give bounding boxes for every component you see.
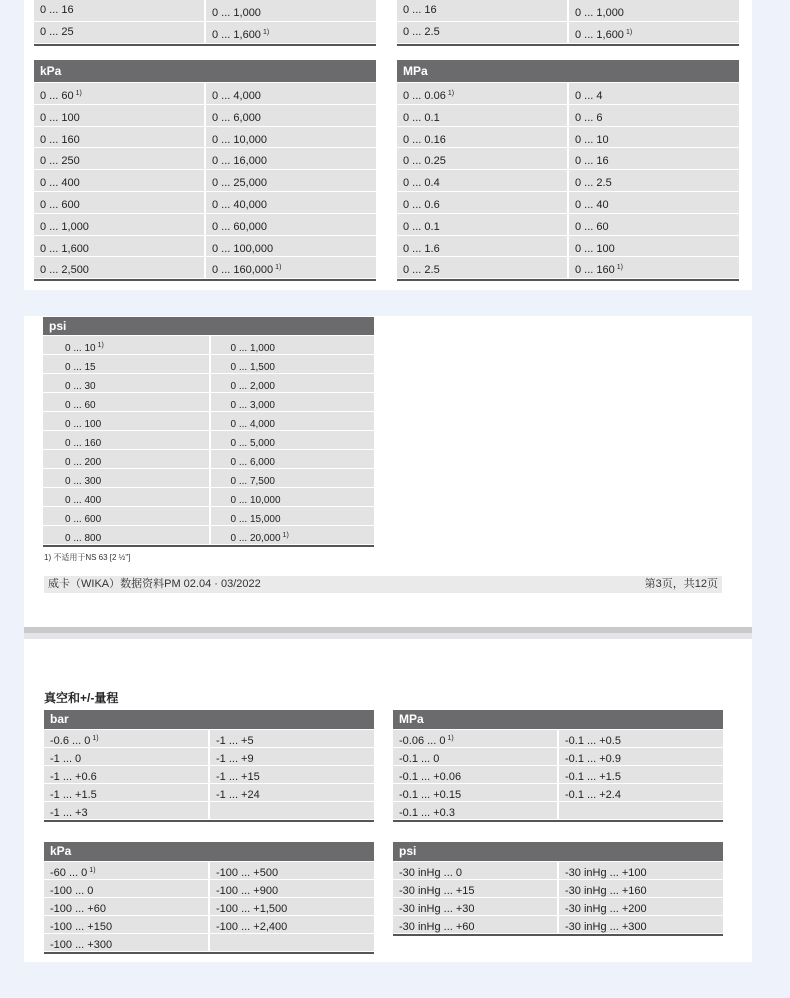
table-cell: -1 ... +1.5 xyxy=(44,784,208,801)
table-cell: 0 ... 0.06 $^{1)}$ xyxy=(397,83,567,104)
table-cell: -100 ... +2,400 xyxy=(210,916,374,933)
psi-table xyxy=(43,317,374,547)
table-row xyxy=(43,411,374,430)
table-cell: 0 ... 25,000 xyxy=(206,170,376,191)
vacuum-kpa-table xyxy=(44,842,374,954)
table-cell xyxy=(210,934,374,951)
table-cell: -100 ... 0 xyxy=(44,880,208,897)
footnote-marker: 1) xyxy=(89,867,96,874)
table-cell: 0 ... 0.25 xyxy=(397,148,567,169)
table-row xyxy=(397,147,739,169)
table-cell: 0 ... 16 xyxy=(397,0,567,21)
section-title: 真空和+/-量程 xyxy=(44,691,119,705)
table-cell: 0 ... 100 xyxy=(569,236,739,257)
table-row xyxy=(393,783,723,801)
table-cell: 0 ... 60 xyxy=(569,214,739,235)
table-row xyxy=(34,256,376,278)
table-row xyxy=(43,468,374,487)
table-cell: -30 inHg ... +300 xyxy=(559,916,723,933)
table-cell: 0 ... 10,000 xyxy=(211,488,375,506)
table-cell: 0 ... 4,000 xyxy=(211,412,375,430)
table-row xyxy=(44,879,374,897)
table-cell: -0.06 ... 0 $^{1)}$ xyxy=(393,730,557,747)
table-cell: -100 ... +60 xyxy=(44,898,208,915)
table-row xyxy=(43,449,374,468)
table-row xyxy=(44,861,374,879)
vacuum-psi-table xyxy=(393,842,723,936)
top-bar-table-right xyxy=(397,0,739,46)
table-cell: -1 ... +15 xyxy=(210,766,374,783)
table-cell: -0.1 ... +2.4 xyxy=(559,784,723,801)
table-header: kPa xyxy=(44,842,374,861)
table-header: MPa xyxy=(393,710,723,729)
table-row xyxy=(44,915,374,933)
table-cell: 0 ... 6,000 xyxy=(206,105,376,126)
table-cell: -30 inHg ... +60 xyxy=(393,916,557,933)
table-row xyxy=(393,897,723,915)
page-footer xyxy=(44,576,722,593)
table-cell: -1 ... +24 xyxy=(210,784,374,801)
table-cell: 0 ... 1.6 xyxy=(397,236,567,257)
table-cell: 0 ... 40 xyxy=(569,192,739,213)
table-cell: -1 ... +5 xyxy=(210,730,374,747)
table-cell: 0 ... 5,000 xyxy=(211,431,375,449)
vacuum-mpa-table xyxy=(393,710,723,822)
table-row xyxy=(393,861,723,879)
vacuum-bar-table xyxy=(44,710,374,822)
table-bottom-rule xyxy=(44,952,374,954)
table-cell: 0 ... 3,000 xyxy=(211,393,375,411)
table-cell: -30 inHg ... +30 xyxy=(393,898,557,915)
table-row xyxy=(44,897,374,915)
table-row xyxy=(393,747,723,765)
mpa-table xyxy=(397,60,739,281)
footnote-marker: 1) xyxy=(447,735,454,742)
footer-page-number: 第3页，共12页 xyxy=(644,578,718,590)
table-cell: -0.6 ... 0 $^{1)}$ xyxy=(44,730,208,747)
table-row xyxy=(34,169,376,191)
table-cell: 0 ... 400 xyxy=(43,488,209,506)
table-cell: 0 ... 10 $^{1)}$ xyxy=(43,336,209,354)
table-row xyxy=(43,506,374,525)
table-cell: 0 ... 100 xyxy=(34,105,204,126)
table-cell: 0 ... 25 xyxy=(34,22,204,43)
table-row xyxy=(44,729,374,747)
table-cell: 0 ... 1,500 xyxy=(211,355,375,373)
top-bar-table xyxy=(34,0,376,46)
table-row xyxy=(43,430,374,449)
table-row xyxy=(397,104,739,126)
table-row xyxy=(43,392,374,411)
table-cell: 0 ... 60 $^{1)}$ xyxy=(34,83,204,104)
table-row xyxy=(397,21,739,43)
table-cell: 0 ... 250 xyxy=(34,148,204,169)
table-cell: -60 ... 0 $^{1)}$ xyxy=(44,862,208,879)
table-cell: 0 ... 300 xyxy=(43,469,209,487)
table-bottom-rule xyxy=(43,545,374,547)
table-cell: -0.1 ... +0.06 xyxy=(393,766,557,783)
table-row xyxy=(44,765,374,783)
table-cell: 0 ... 0.1 xyxy=(397,214,567,235)
table-row xyxy=(44,747,374,765)
table-row xyxy=(34,213,376,235)
table-row xyxy=(397,235,739,257)
table-cell: -0.1 ... +1.5 xyxy=(559,766,723,783)
table-row xyxy=(43,373,374,392)
table-cell: -100 ... +300 xyxy=(44,934,208,951)
table-cell: 0 ... 20,000 $^{1)}$ xyxy=(211,526,375,544)
kpa-table xyxy=(34,60,376,281)
table-cell: -1 ... +0.6 xyxy=(44,766,208,783)
table-cell: 0 ... 7,500 xyxy=(211,469,375,487)
table-cell: 0 ... 0.16 xyxy=(397,127,567,148)
table-cell xyxy=(210,802,374,819)
table-cell: 0 ... 16 xyxy=(569,148,739,169)
table-bottom-rule xyxy=(34,279,376,281)
table-row xyxy=(397,0,739,21)
table-row xyxy=(43,335,374,354)
table-row xyxy=(34,235,376,257)
table-cell: -1 ... +9 xyxy=(210,748,374,765)
table-header: kPa xyxy=(34,60,376,82)
table-row xyxy=(34,0,376,21)
table-cell: -30 inHg ... +100 xyxy=(559,862,723,879)
table-cell: 0 ... 1,000 xyxy=(569,0,739,21)
table-cell: 0 ... 0.4 xyxy=(397,170,567,191)
table-row xyxy=(397,213,739,235)
table-cell: 0 ... 30 xyxy=(43,374,209,392)
table-cell: 0 ... 15,000 xyxy=(211,507,375,525)
footnote-marker: 1) xyxy=(97,342,104,349)
table-cell: -30 inHg ... 0 xyxy=(393,862,557,879)
table-row xyxy=(34,82,376,104)
table-cell: 0 ... 2.5 xyxy=(397,257,567,278)
table-cell: 0 ... 1,600 xyxy=(34,236,204,257)
table-cell: 0 ... 60,000 xyxy=(206,214,376,235)
footnote-marker: 1) xyxy=(447,90,455,97)
table-cell: -1 ... 0 xyxy=(44,748,208,765)
footnote-marker: 1) xyxy=(75,90,82,97)
table-cell: -0.1 ... +0.9 xyxy=(559,748,723,765)
table-cell: 0 ... 1,600 $^{1)}$ xyxy=(569,22,739,43)
table-row xyxy=(34,104,376,126)
table-cell: 0 ... 160 $^{1)}$ xyxy=(569,257,739,278)
table-cell: -30 inHg ... +200 xyxy=(559,898,723,915)
table-bottom-rule xyxy=(397,44,739,46)
table-cell: -100 ... +900 xyxy=(210,880,374,897)
table-row xyxy=(44,933,374,951)
table-cell: -100 ... +500 xyxy=(210,862,374,879)
table-cell: 0 ... 16 xyxy=(34,0,204,21)
table-cell: 0 ... 1,000 xyxy=(206,0,376,21)
table-cell: 0 ... 800 xyxy=(43,526,209,544)
table-cell: 0 ... 600 xyxy=(43,507,209,525)
table-cell: 0 ... 1,600 $^{1)}$ xyxy=(206,22,376,43)
table-cell xyxy=(559,802,723,819)
table-cell: 0 ... 6 xyxy=(569,105,739,126)
table-row xyxy=(43,487,374,506)
table-cell: 0 ... 2,000 xyxy=(211,374,375,392)
table-bottom-rule xyxy=(397,279,739,281)
table-cell: -30 inHg ... +15 xyxy=(393,880,557,897)
table-cell: -0.1 ... +0.3 xyxy=(393,802,557,819)
table-cell: -0.1 ... 0 xyxy=(393,748,557,765)
table-header: psi xyxy=(393,842,723,861)
table-row xyxy=(393,915,723,933)
table-cell: 0 ... 2.5 xyxy=(569,170,739,191)
table-cell: 0 ... 0.6 xyxy=(397,192,567,213)
footnote-marker: 1) xyxy=(275,264,282,272)
table-row xyxy=(393,801,723,819)
table-cell: 0 ... 1,000 xyxy=(211,336,375,354)
table-row xyxy=(34,191,376,213)
table-row xyxy=(44,783,374,801)
table-cell: 0 ... 40,000 xyxy=(206,192,376,213)
table-cell: 0 ... 400 xyxy=(34,170,204,191)
table-cell: 0 ... 16,000 xyxy=(206,148,376,169)
table-row xyxy=(34,147,376,169)
table-bottom-rule xyxy=(393,820,723,822)
table-row xyxy=(397,256,739,278)
table-row xyxy=(34,126,376,148)
footnote: 1) 不适用于NS 63 [2 ½"] xyxy=(44,553,131,562)
table-bottom-rule xyxy=(44,820,374,822)
table-cell: 0 ... 160,000 $^{1)}$ xyxy=(206,257,376,278)
footnote-marker: 1) xyxy=(282,532,289,539)
table-cell: 0 ... 4,000 xyxy=(206,83,376,104)
table-cell: 0 ... 160 xyxy=(43,431,209,449)
table-cell: 0 ... 100 xyxy=(43,412,209,430)
table-row xyxy=(44,801,374,819)
table-cell: 0 ... 4 xyxy=(569,83,739,104)
footnote-marker: 1) xyxy=(92,735,99,742)
table-cell: 0 ... 160 xyxy=(34,127,204,148)
table-cell: 0 ... 0.1 xyxy=(397,105,567,126)
table-cell: -0.1 ... +0.5 xyxy=(559,730,723,747)
table-cell: 0 ... 10 xyxy=(569,127,739,148)
table-row xyxy=(34,21,376,43)
table-row xyxy=(397,126,739,148)
table-cell: 0 ... 100,000 xyxy=(206,236,376,257)
table-cell: 0 ... 2.5 xyxy=(397,22,567,43)
table-row xyxy=(393,729,723,747)
table-cell: -30 inHg ... +160 xyxy=(559,880,723,897)
table-header: MPa xyxy=(397,60,739,82)
table-header: bar xyxy=(44,710,374,729)
table-cell: 0 ... 10,000 xyxy=(206,127,376,148)
table-bottom-rule xyxy=(393,934,723,936)
table-row xyxy=(397,82,739,104)
table-row xyxy=(43,525,374,544)
table-cell: 0 ... 60 xyxy=(43,393,209,411)
table-cell: 0 ... 6,000 xyxy=(211,450,375,468)
table-cell: 0 ... 1,000 xyxy=(34,214,204,235)
table-cell: -100 ... +150 xyxy=(44,916,208,933)
footnote-marker: 1) xyxy=(616,264,623,272)
table-row xyxy=(393,879,723,897)
table-cell: -100 ... +1,500 xyxy=(210,898,374,915)
table-cell: 0 ... 600 xyxy=(34,192,204,213)
table-bottom-rule xyxy=(34,44,376,46)
table-cell: -1 ... +3 xyxy=(44,802,208,819)
table-row xyxy=(397,191,739,213)
table-cell: 0 ... 15 xyxy=(43,355,209,373)
table-cell: -0.1 ... +0.15 xyxy=(393,784,557,801)
table-cell: 0 ... 200 xyxy=(43,450,209,468)
table-row xyxy=(397,169,739,191)
footer-document-ref: 威卡（WIKA）数据资料PM 02.04 · 03/2022 xyxy=(48,578,261,590)
table-header: psi xyxy=(43,317,374,335)
table-row xyxy=(43,354,374,373)
table-row xyxy=(393,765,723,783)
table-cell: 0 ... 2,500 xyxy=(34,257,204,278)
